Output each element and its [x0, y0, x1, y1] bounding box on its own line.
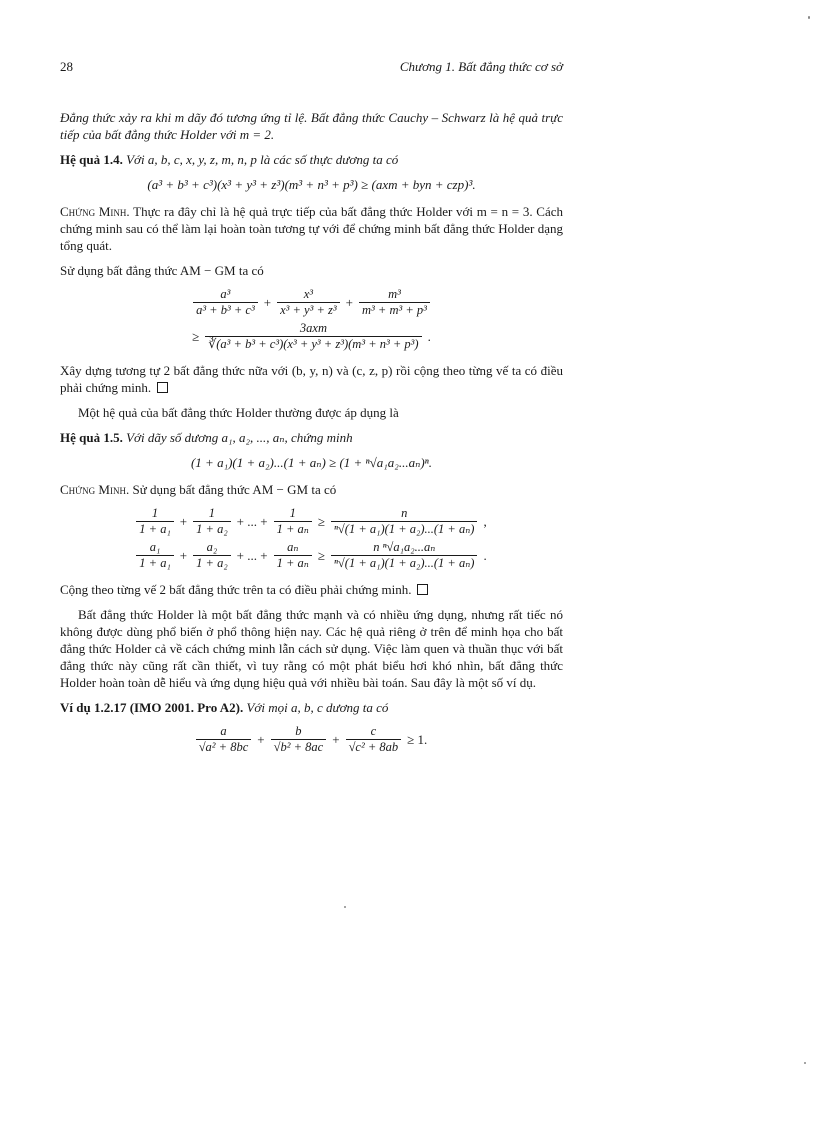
proof-1-4 — [60, 203, 563, 254]
denominator: m³ + m³ + p³ — [359, 302, 430, 318]
corollary-1-4-statement: Với a, b, c, x, y, z, m, n, p là các số thực dương ta có — [126, 152, 399, 167]
numerator: 1 — [208, 506, 216, 520]
numerator: 1 — [289, 506, 296, 520]
corollary-1-4-formula: (a³ + b³ + c³)(x³ + y³ + z³)(m³ + n³ + p³) ≥ (axm + byn + czp)³. — [147, 177, 476, 192]
plus-sign: + — [263, 295, 272, 310]
fraction — [136, 540, 174, 571]
proof-1-5-label: Chứng Minh. — [60, 482, 130, 497]
scan-speck — [804, 1062, 806, 1064]
transition-paragraph: Một hệ quả của bất đẳng thức Holder thường được áp dụng là — [78, 405, 399, 420]
fraction — [271, 724, 327, 755]
example-1-2-17 — [60, 699, 563, 716]
plus-sign: + — [332, 732, 340, 747]
fraction — [274, 506, 312, 537]
corollary-1-5-formula: (1 + a₁)(1 + a₂)...(1 + aₙ) ≥ (1 + ⁿ√a₁a₂...aₙ)ⁿ. — [190, 455, 433, 470]
numerator: a³ — [220, 287, 231, 301]
denominator: 1 + a₁ — [136, 555, 174, 571]
proof-1-5-amgm: Sử dụng bất đẳng thức AM − GM ta có — [132, 482, 337, 497]
fraction — [359, 287, 430, 318]
denominator: 1 + a₂ — [193, 555, 231, 571]
fraction — [136, 506, 174, 537]
qed-square-icon — [417, 584, 428, 595]
denominator: 1 + aₙ — [274, 555, 312, 571]
numerator: b — [295, 724, 302, 738]
example-rhs: ≥ 1. — [407, 732, 428, 747]
ellipsis-sum: + ... + — [236, 514, 268, 529]
proof-1-5 — [60, 481, 563, 498]
scan-speck — [344, 906, 346, 908]
page-header — [60, 58, 563, 75]
inequality-row-1 — [60, 506, 563, 537]
corollary-1-5-statement: Với dãy số dương a₁, a₂, ..., aₙ, chứng minh — [126, 430, 353, 445]
discussion-paragraph: Bất đẳng thức Holder là một bất đẳng thức mạnh và có nhiều ứng dụng, nhưng rất tiếc nó không được dùng phổ biến ở phổ thông hiện nay. Các hệ quả riêng ở trên để minh họa cho bất đẳng thức Holder cả về cách chứng minh lẫn cách sử dụng. Việc làm quen và thuần thục với bất đẳng thức này cũng rất cần thiết, vì tuy rằng có một phát biểu hơi khó nhìn, bất đẳng thức Holder hoàn toàn dễ hiểu và ứng dụng hiệu quả với nhiều bài toán. Sau đây là một số ví dụ. — [60, 607, 563, 690]
numerator: n ⁿ√a₁a₂...aₙ — [373, 540, 436, 554]
denominator: 1 + a₁ — [136, 521, 174, 537]
numerator: 3axm — [299, 321, 327, 335]
fraction — [193, 287, 258, 318]
scan-speck — [808, 16, 810, 19]
fraction — [274, 540, 312, 571]
denominator: 1 + aₙ — [274, 521, 312, 537]
numerator: 1 — [151, 506, 159, 520]
document-page — [60, 58, 563, 765]
fraction — [277, 287, 340, 318]
example-statement: Với mọi a, b, c dương ta có — [246, 700, 389, 715]
corollary-1-4 — [60, 151, 563, 168]
proof-1-4-conclusion — [60, 362, 563, 396]
denominator: ⁿ√(1 + a₁)(1 + a₂)...(1 + aₙ) — [331, 521, 477, 537]
inequality-rhs-row: ≥ $\frac{\text{3axm}}{\text{∛(a³ + b³ + c³)(x³ + y³ + z³)(m³ + n³ + p³)}}$ . — [192, 321, 431, 351]
geq-sign: ≥ — [192, 329, 200, 344]
denominator: √a² + 8bc — [196, 739, 252, 755]
plus-sign: + — [345, 295, 353, 310]
numerator: a₁ — [149, 540, 161, 554]
denominator: a³ + b³ + c³ — [193, 302, 258, 318]
example-inequality — [60, 724, 563, 755]
numerator: n — [401, 506, 408, 520]
fraction — [331, 540, 477, 571]
proof-1-4-text: Thực ra đây chỉ là hệ quả trực tiếp của bất đẳng thức Holder với m = n = 3. Cách chứng minh sau có thể làm lại hoàn toàn tương tự với để chứng minh bất đẳng thức Holder dạng tổng quát. — [60, 204, 563, 253]
example-label: Ví dụ 1.2.17 (IMO 2001. Pro A2). — [60, 700, 244, 715]
denominator: ⁿ√(1 + a₁)(1 + a₂)...(1 + aₙ) — [331, 555, 477, 571]
proof-1-5-inequalities — [60, 506, 563, 571]
punctuation: , — [483, 514, 487, 529]
plus-sign: + — [257, 732, 265, 747]
fraction — [193, 540, 231, 571]
denominator: x³ + y³ + z³ — [277, 302, 340, 318]
chapter-title: Chương 1. Bất đẳng thức cơ sở — [399, 59, 563, 74]
conclusion-text: Cộng theo từng vế 2 bất đẳng thức trên ta có điều phải chứng minh. — [60, 582, 412, 597]
proof-1-4-inequality — [60, 287, 563, 352]
intro-paragraph: Đẳng thức xảy ra khi m dãy đó tương ứng tỉ lệ. Bất đẳng thức Cauchy – Schwarz là hệ quả trực tiếp của bất đẳng thức Holder với m = 2. — [60, 110, 563, 142]
page-number: 28 — [60, 59, 73, 74]
fraction — [346, 724, 402, 755]
corollary-1-4-label: Hệ quả 1.4. — [60, 152, 123, 167]
fraction — [205, 321, 421, 352]
numerator: aₙ — [287, 540, 299, 554]
denominator: 1 + a₂ — [193, 521, 231, 537]
punctuation: . — [483, 548, 487, 563]
numerator: m³ — [388, 287, 401, 301]
conclusion-text: Xây dựng tương tự 2 bất đẳng thức nữa với (b, y, n) và (c, z, p) rồi cộng theo từng vế ta có điều phải chứng minh. — [60, 363, 563, 395]
numerator: a — [220, 724, 227, 738]
numerator: x³ — [303, 287, 314, 301]
inequality-lhs-row — [60, 287, 563, 318]
proof-1-4-amgm: Sử dụng bất đẳng thức AM − GM ta có — [60, 263, 264, 278]
geq-sign: ≥ — [317, 514, 325, 529]
geq-sign: ≥ — [317, 548, 325, 563]
plus-sign: + — [179, 514, 188, 529]
ellipsis-sum: + ... + — [236, 548, 268, 563]
inequality-row-2 — [60, 540, 563, 571]
plus-sign: + — [179, 548, 188, 563]
proof-1-5-conclusion — [60, 581, 563, 598]
corollary-1-5 — [60, 429, 563, 446]
fraction — [193, 506, 231, 537]
fraction — [331, 506, 477, 537]
example-inequality-row — [60, 724, 563, 755]
numerator: a₂ — [206, 540, 218, 554]
denominator: √b² + 8ac — [271, 739, 327, 755]
numerator: c — [370, 724, 377, 738]
fraction — [196, 724, 252, 755]
corollary-1-5-label: Hệ quả 1.5. — [60, 430, 123, 445]
denominator: √c² + 8ab — [346, 739, 402, 755]
proof-1-4-label: Chứng Minh. — [60, 204, 130, 219]
qed-square-icon — [157, 382, 168, 393]
denominator: ∛(a³ + b³ + c³)(x³ + y³ + z³)(m³ + n³ + p³) — [205, 336, 421, 352]
